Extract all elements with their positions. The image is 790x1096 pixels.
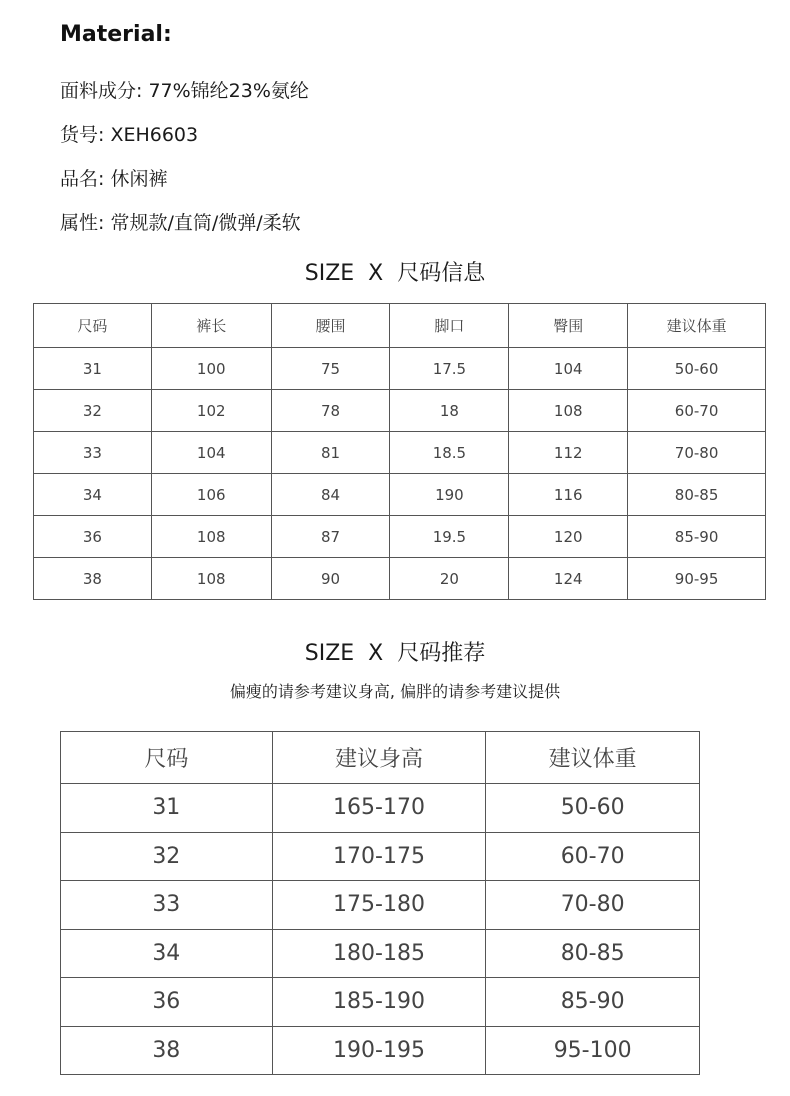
table-cell: 32 — [34, 390, 152, 432]
size-recommend-header-row — [61, 732, 700, 784]
table-row — [34, 516, 766, 558]
table-cell: 104 — [151, 432, 271, 474]
table-cell: 38 — [61, 1026, 273, 1075]
size-info-header-row — [34, 304, 766, 348]
table-row — [61, 929, 700, 978]
table-cell: 33 — [61, 881, 273, 930]
table-cell: 18.5 — [390, 432, 509, 474]
table-cell: 170-175 — [272, 832, 486, 881]
table-cell: 80-85 — [486, 929, 700, 978]
table-row — [34, 558, 766, 600]
table-cell: 78 — [271, 390, 390, 432]
size-info-table — [33, 303, 766, 600]
header-cell: 裤长 — [151, 304, 271, 348]
table-row — [61, 784, 700, 833]
fabric-composition: 面料成分: 77%锦纶23%氨纶 — [60, 80, 309, 102]
header-cell: 建议体重 — [486, 732, 700, 784]
table-cell: 38 — [34, 558, 152, 600]
size-recommend-table — [60, 731, 700, 1075]
table-cell: 84 — [271, 474, 390, 516]
header-cell: 脚口 — [390, 304, 509, 348]
product-attributes: 属性: 常规款/直筒/微弹/柔软 — [60, 212, 301, 234]
table-cell: 175-180 — [272, 881, 486, 930]
material-heading: Material: — [60, 22, 172, 47]
header-cell: 建议体重 — [628, 304, 766, 348]
table-cell: 95-100 — [486, 1026, 700, 1075]
table-cell: 102 — [151, 390, 271, 432]
table-cell: 19.5 — [390, 516, 509, 558]
table-cell: 116 — [509, 474, 628, 516]
table-row — [61, 881, 700, 930]
table-cell: 87 — [271, 516, 390, 558]
table-row — [61, 1026, 700, 1075]
table-cell: 85-90 — [486, 978, 700, 1027]
table-cell: 18 — [390, 390, 509, 432]
table-cell: 34 — [61, 929, 273, 978]
table-cell: 108 — [151, 558, 271, 600]
table-cell: 34 — [34, 474, 152, 516]
header-cell: 腰围 — [271, 304, 390, 348]
table-cell: 165-170 — [272, 784, 486, 833]
table-row — [34, 390, 766, 432]
table-cell: 70-80 — [628, 432, 766, 474]
table-cell: 106 — [151, 474, 271, 516]
table-cell: 190 — [390, 474, 509, 516]
size-recommend-title: SIZE X 尺码推荐 — [304, 641, 486, 666]
table-cell: 100 — [151, 348, 271, 390]
product-name: 品名: 休闲裤 — [60, 168, 168, 190]
table-cell: 20 — [390, 558, 509, 600]
table-cell: 80-85 — [628, 474, 766, 516]
table-cell: 180-185 — [272, 929, 486, 978]
table-cell: 124 — [509, 558, 628, 600]
table-cell: 185-190 — [272, 978, 486, 1027]
table-row — [34, 432, 766, 474]
size-info-title: SIZE X 尺码信息 — [304, 261, 486, 286]
table-cell: 104 — [509, 348, 628, 390]
table-cell: 36 — [61, 978, 273, 1027]
item-number: 货号: XEH6603 — [60, 124, 199, 146]
header-cell: 尺码 — [34, 304, 152, 348]
table-cell: 70-80 — [486, 881, 700, 930]
table-row — [61, 832, 700, 881]
table-cell: 90 — [271, 558, 390, 600]
table-row — [34, 348, 766, 390]
table-cell: 190-195 — [272, 1026, 486, 1075]
table-cell: 31 — [34, 348, 152, 390]
table-row — [34, 474, 766, 516]
table-cell: 17.5 — [390, 348, 509, 390]
table-cell: 90-95 — [628, 558, 766, 600]
table-cell: 50-60 — [628, 348, 766, 390]
table-cell: 108 — [509, 390, 628, 432]
table-cell: 60-70 — [486, 832, 700, 881]
table-cell: 33 — [34, 432, 152, 474]
table-cell: 81 — [271, 432, 390, 474]
table-cell: 60-70 — [628, 390, 766, 432]
header-cell: 尺码 — [61, 732, 273, 784]
header-cell: 建议身高 — [272, 732, 486, 784]
header-cell: 臀围 — [509, 304, 628, 348]
table-cell: 85-90 — [628, 516, 766, 558]
table-cell: 50-60 — [486, 784, 700, 833]
table-cell: 31 — [61, 784, 273, 833]
size-recommend-note: 偏瘦的请参考建议身高, 偏胖的请参考建议提供 — [229, 682, 561, 701]
table-cell: 32 — [61, 832, 273, 881]
table-cell: 120 — [509, 516, 628, 558]
table-cell: 108 — [151, 516, 271, 558]
table-row — [61, 978, 700, 1027]
table-cell: 75 — [271, 348, 390, 390]
table-cell: 112 — [509, 432, 628, 474]
table-cell: 36 — [34, 516, 152, 558]
